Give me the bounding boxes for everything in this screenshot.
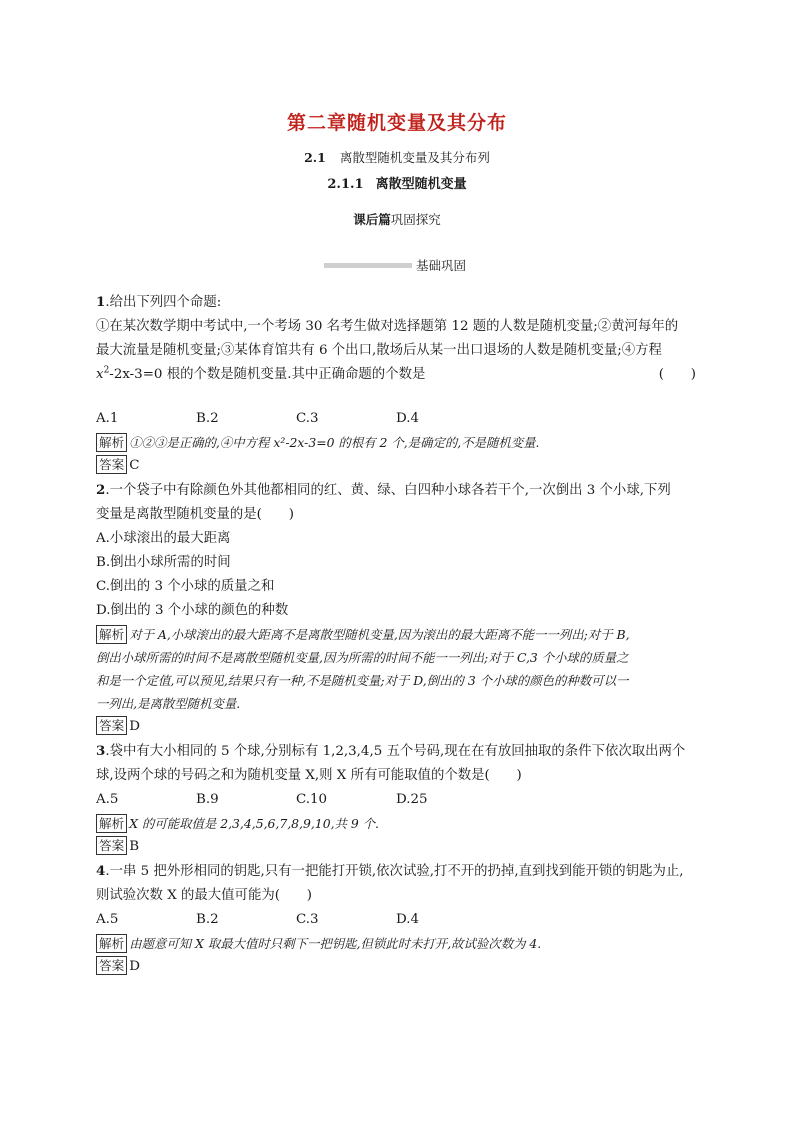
answer-value: D: [129, 959, 140, 974]
analysis-text: 对于 A,小球滚出的最大距离不是离散型随机变量,因为滚出的最大距离不能一一列出;对于 B,: [129, 627, 630, 642]
question-3: [96, 739, 702, 859]
question-text: 变量是离散型随机变量的是( ): [96, 507, 294, 522]
subsection-number: 2.1.1: [327, 177, 364, 192]
question-number: 4: [96, 863, 106, 879]
option-c: C.倒出的 3 个小球的质量之和: [96, 579, 275, 594]
option-a: A.5: [96, 792, 119, 807]
questions: [96, 290, 702, 979]
question-text: ①在某次数学期中考试中,一个考场 30 名考生做对选择题第 12 题的人数是随机变量;②黄河每年的: [96, 319, 679, 334]
option-a: A.1: [96, 411, 119, 426]
math-var: x: [96, 367, 104, 382]
answer-bracket: ( ): [658, 367, 696, 382]
option-b: B.2: [196, 411, 219, 426]
option-c: C.3: [296, 912, 319, 927]
question-number: 1: [96, 294, 106, 310]
options: [96, 908, 702, 932]
option-d: D.25: [396, 792, 428, 807]
analysis-text: 由题意可知 X 取最大值时只剩下一把钥匙,但锁此时未打开,故试验次数为 4.: [129, 936, 542, 951]
analysis-text: 和是一个定值,可以预见,结果只有一种,不是随机变量;对于 D,倒出的 3 个小球的颜色的种数可以一: [96, 673, 629, 688]
question-text: 则试验次数 X 的最大值可能为( ): [96, 888, 312, 903]
question-4: [96, 859, 702, 979]
answer-tag: 答案: [96, 836, 127, 855]
question-text: .袋中有大小相同的 5 个球,分别标有 1,2,3,4,5 五个号码,现在在有放回抽取的条件下依次取出两个: [105, 744, 686, 759]
analysis-tag: 解析: [96, 814, 127, 833]
options: [96, 788, 702, 812]
level-banner: [324, 256, 466, 274]
section-number: 2.1: [304, 150, 326, 165]
option-c: C.3: [296, 411, 319, 426]
question-text: 最大流量是随机变量;③某体育馆共有 6 个出口,散场后从某一出口退场的人数是随机变量;④方程: [96, 343, 662, 358]
question-2: [96, 478, 702, 739]
section-title: [0, 148, 794, 166]
question-text: .给出下列四个命题:: [105, 295, 222, 310]
analysis-text: X 的可能取值是 2,3,4,5,6,7,8,9,10,共 9 个.: [129, 816, 379, 831]
answer-tag: 答案: [96, 455, 127, 474]
banner-label: 基础巩固: [416, 258, 467, 273]
analysis-text: 倒出小球所需的时间不是离散型随机变量,因为所需的时间不能一一列出;对于 C,3 个小球的质量之: [96, 650, 629, 665]
analysis-text: ①②③是正确的,④中方程 x²-2x-3=0 的根有 2 个,是确定的,不是随机变量.: [129, 435, 540, 450]
analysis-tag: 解析: [96, 433, 127, 452]
options: [96, 407, 702, 431]
question-1: [96, 290, 702, 478]
analysis-tag: 解析: [96, 934, 127, 953]
math-sup: 2: [103, 365, 110, 376]
subsection-name: 离散型随机变量: [375, 177, 467, 192]
option-d: D.4: [396, 411, 420, 426]
question-number: 3: [96, 743, 106, 759]
analysis-text: 一列出,是离散型随机变量.: [96, 696, 241, 711]
question-number: 2: [96, 482, 106, 498]
option-b: B.9: [196, 792, 219, 807]
analysis-tag: 解析: [96, 625, 127, 644]
banner-bar: [324, 263, 412, 268]
answer-tag: 答案: [96, 716, 127, 735]
question-text: -2x-3=0 根的个数是随机变量.其中正确命题的个数是: [109, 367, 426, 382]
option-a: A.小球滚出的最大距离: [96, 531, 231, 546]
answer-value: C: [129, 458, 140, 473]
answer-value: B: [129, 839, 140, 854]
question-text: .一个袋子中有除颜色外其他都相同的红、黄、绿、白四种小球各若干个,一次倒出 3 个小球,下列: [105, 483, 671, 498]
section-label: [0, 210, 794, 228]
option-c: C.10: [296, 792, 328, 807]
section-name: 离散型随机变量及其分布列: [339, 150, 490, 165]
section-label-rest: 巩固探究: [390, 212, 441, 227]
option-d: D.4: [396, 912, 420, 927]
option-d: D.倒出的 3 个小球的颜色的种数: [96, 603, 289, 618]
section-label-bold: 课后篇: [353, 212, 391, 227]
question-text: .一串 5 把外形相同的钥匙,只有一把能打开锁,依次试验,打不开的扔掉,直到找到能开锁的钥匙为止,: [105, 864, 684, 879]
question-text: 球,设两个球的号码之和为随机变量 X,则 X 所有可能取值的个数是( ): [96, 768, 522, 783]
subsection-title: [0, 173, 794, 192]
chapter-title: 第二章随机变量及其分布: [286, 112, 507, 134]
option-a: A.5: [96, 912, 119, 927]
answer-value: D: [129, 719, 140, 734]
answer-tag: 答案: [96, 956, 127, 975]
option-b: B.倒出小球所需的时间: [96, 555, 231, 570]
option-b: B.2: [196, 912, 219, 927]
